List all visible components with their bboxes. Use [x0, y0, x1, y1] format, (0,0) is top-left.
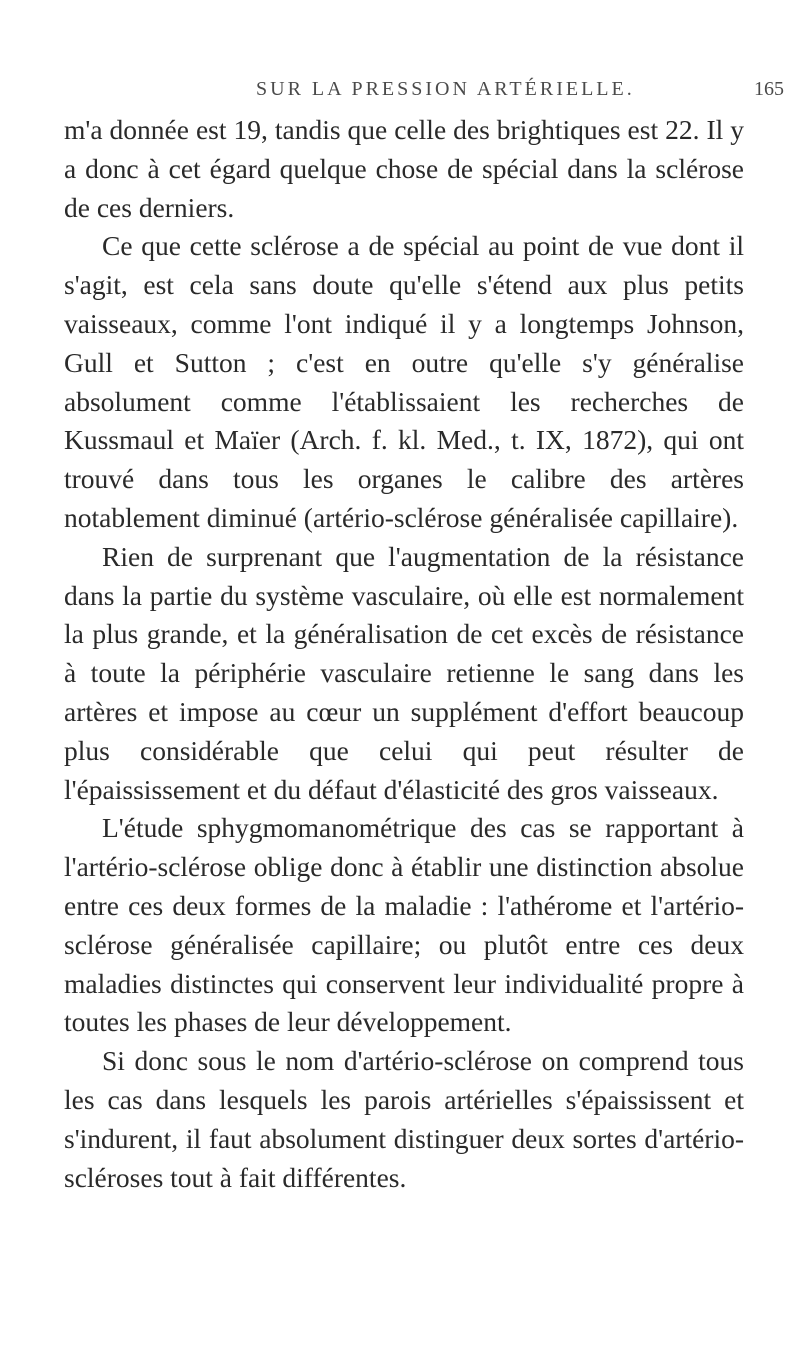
paragraph: Ce que cette sclérose a de spécial au point de vue dont il s'agit, est cela sans doute qu'elle s'étend aux plus petits vaisseaux, comme l'ont indiqué il y a longtemps Johnson, Gull et Sutton ; c'est en outre qu'elle s'y généralise absolument comme l'établissaient les recherches de Kussmaul et Maïer (Arch. f. kl. Med., t. IX, 1872), qui ont trouvé dans tous les organes le calibre des artères notablement diminué (artério-sclérose généralisée capillaire). — [64, 230, 744, 533]
body-text — [64, 111, 744, 1197]
paragraph: Si donc sous le nom d'artério-sclérose on comprend tous les cas dans lesquels les parois artérielles s'épaississent et s'indurent, il faut absolument distinguer deux sortes d'artério-scléroses tout à fait différentes. — [64, 1045, 744, 1193]
running-head — [256, 78, 800, 108]
paragraph: Rien de surprenant que l'augmentation de la résistance dans la partie du système vasculaire, où elle est normalement la plus grande, et la généralisation de cet excès de résistance à toute la périphérie vasculaire retienne le sang dans les artères et impose au cœur un supplément d'effort beaucoup plus considérable que celui qui peut résulter de l'épaississement et du défaut d'élasticité des gros vaisseaux. — [64, 540, 744, 805]
paragraph: L'étude sphygmomanométrique des cas se rapportant à l'artério-sclérose oblige donc à établir une distinction absolue entre ces deux formes de la maladie : l'athérome et l'artério-sclérose généralisée capillaire; ou plutôt entre ces deux maladies distinctes qui conservent leur individualité propre à toutes les phases de leur développement. — [64, 812, 744, 1038]
page-number: 165 — [754, 78, 784, 100]
paragraph-continuation: m'a donnée est 19, tandis que celle des brightiques est 22. Il y a donc à cet égard quelque chose de spécial dans la sclérose de ces derniers. — [64, 114, 744, 223]
running-title: SUR LA PRESSION ARTÉRIELLE. — [256, 78, 635, 100]
